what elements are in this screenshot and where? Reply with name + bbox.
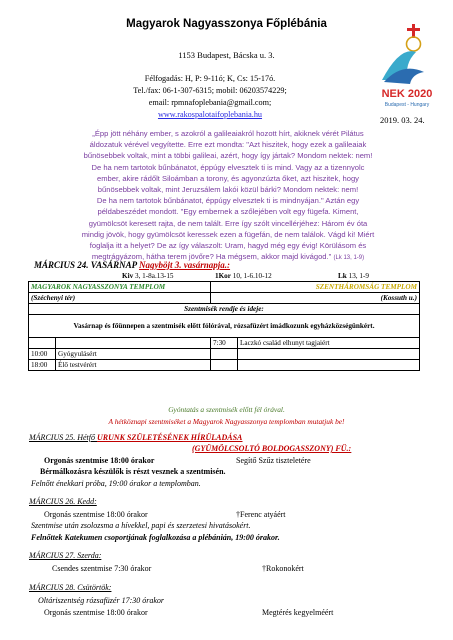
- office-hours: Félfogadás: H, P: 9-11ó; K, Cs: 15-17ó.: [144, 74, 276, 83]
- table-row: 10:00 Gyógyulásért: [29, 349, 420, 360]
- gospel-line: megtrágyázom, hátha terem jövőre? Ha mégsem, akkor majd kivágod." (Lk 13, 1-9): [91, 252, 365, 262]
- gospel-passage: [42, 128, 414, 264]
- gospel-line: De ha nem tartotok bűnbánatot, éppúgy elvesztek ti is mindnyájan." Aztán egy: [96, 196, 360, 206]
- contact-block: [90, 73, 330, 121]
- common-note: Vasárnap és főünnepen a szentmisék előtt fólórával, rózsafüzért imádkozunk egyházközségünkért.: [29, 315, 420, 338]
- gospel-reference: (Lk 13, 1-9): [333, 255, 365, 262]
- confession-note: Gyóntatás a szentmisék előtt fél órával.: [168, 405, 285, 414]
- broadcast-note: A hétköznapi szentmiséket a Magyarok Nagyasszonya templomban mutatjuk be!: [108, 417, 345, 426]
- logo-cross-icon: [407, 24, 421, 51]
- gospel-line: foglalja itt a helyet? De az így válaszolt: Uram, hagyd még egy évig! Körülásom és: [89, 241, 367, 251]
- gospel-line: gyümölcsöt keresett rajta, de nem talált. Erre így szólt vincellérjéhez: Három év óta: [88, 218, 368, 228]
- day-monday-heading: MÁRCIUS 25. Hétfő URUNK SZÜLETÉSÉNEK HÍRÜLADÁSA: [29, 433, 243, 442]
- gospel-line: De ha nem tartotok bűnbánatot, éppúgy elvesztek ti is mind. Vagy az a tizennyolc: [91, 162, 365, 172]
- table-row: 7:30 Laczkó család elhunyt tagjaiért: [29, 338, 420, 349]
- wednesday-mass: Csendes szentmise 7:30 órakor: [52, 564, 152, 573]
- gospel-line: ember, akire rádőlt Siloámban a torony, és agyonzúzta őket, azt hiszitek, hogy: [97, 173, 359, 183]
- reading-gospel: Lk 13, 1-9: [338, 272, 369, 280]
- day-tuesday-heading: MÁRCIUS 26. Kedd:: [29, 497, 97, 506]
- thursday-intention: Megtérés kegyelméért: [262, 608, 334, 617]
- tuesday-note2: Felnőttek Katekumen csoportjának foglalkozása a plébánián, 19:00 órakor.: [31, 533, 280, 542]
- day-thursday-heading: MÁRCIUS 28. Csütörtök:: [29, 583, 112, 592]
- nek-2020-logo: [372, 22, 442, 110]
- gospel-line: bűnösebbek voltak, mint a többi galileai, azért, hogy így jártak? Mondom nektek: nem!: [83, 151, 373, 161]
- sunday-feast: Nagyböjt 3. vasárnapja.:: [139, 260, 231, 270]
- website-link[interactable]: www.rakospalotaifoplebania.hu: [157, 110, 263, 119]
- thursday-rosary: Oltáriszentség rózsafüzér 17:30 órakor: [38, 596, 165, 605]
- table-row: 18:00 Élő testvérért: [29, 360, 420, 371]
- tuesday-intention: †Ferenc atyáért: [236, 510, 286, 519]
- monday-intention: Segítő Szűz tiszteletére: [236, 456, 311, 465]
- intentions-heading: Szentmisék rendje és ideje:: [29, 304, 420, 315]
- gospel-line: bűnösebbek voltak, mint Jeruzsálem lakói közül bárki? Mondom nektek: nem!: [97, 185, 359, 195]
- tuesday-note1: Szentmise után zsolozsma a hívekkel, papi és szerzetesi hivatásokért.: [31, 521, 251, 530]
- gospel-line: példabeszédet mondott. "Egy embernek a szőlejében volt egy fügefa. Kiment,: [97, 207, 359, 217]
- phone-line: Tel./fax: 06-1-307-6315; mobil: 06203574229;: [133, 86, 287, 95]
- gospel-line: áldozatuk vérével vegyítette. Erre ezt mondta: "Azt hiszitek, hogy ezek a galileaiak: [89, 140, 367, 150]
- email-line: email: rpmnafoplebania@gmail.com;: [148, 98, 272, 107]
- gospel-line: „Épp jött néhány ember, s azokról a galileaiakról hozott hírt, akiknek vérét Pilátus: [92, 129, 364, 138]
- reading-first: Kiv 3, 1-8a.13-15: [122, 272, 174, 280]
- thursday-mass: Orgonás szentmise 18:00 órakor: [44, 608, 148, 617]
- church2-name: SZENTHÁROMSÁG TEMPLOM: [211, 282, 420, 293]
- gospel-line: mindig jövök, hogy gyümölcsöt keressek ezen a fügefán, de nem találok. Vágd ki! Miért: [81, 229, 375, 239]
- tuesday-mass: Orgonás szentmise 18:00 órakor: [44, 510, 148, 519]
- monday-mass: Orgonás szentmise 18:00 órakor: [44, 456, 155, 465]
- monday-note2: Felnőtt énekkari próba, 19:00 órakor a templomban.: [31, 479, 201, 488]
- bulletin-date: 2019. 03. 24.: [380, 115, 425, 125]
- day-wednesday-heading: MÁRCIUS 27. Szerda:: [29, 551, 102, 560]
- monday-note1: Bérmálkozásra készülők is részt vesznek a szentmisén.: [40, 467, 226, 476]
- church1-place: (Széchenyi tér): [29, 293, 211, 304]
- logo-subtext: Budapest - Hungary: [384, 102, 430, 108]
- church1-name: MAGYAROK NAGYASSZONYA TEMPLOM: [29, 282, 211, 293]
- reading-second: 1Kor 10, 1-6.10-12: [215, 272, 272, 280]
- day-monday-feast2: (GYÜMÖLCSOLTÓ BOLDOGASSZONY) FÜ.:: [192, 444, 352, 453]
- parish-title: Magyarok Nagyasszonya Főplébánia: [126, 18, 327, 30]
- sunday-heading: MÁRCIUS 24. VASÁRNAP Nagyböjt 3. vasárnapja.:: [34, 260, 231, 270]
- sunday-mass-table: [28, 281, 420, 371]
- church2-place: (Kossuth u.): [211, 293, 420, 304]
- logo-text: NEK 2020: [381, 88, 433, 100]
- wednesday-intention: †Rokonokért: [262, 564, 304, 573]
- parish-address: 1153 Budapest, Bácska u. 3.: [178, 50, 275, 60]
